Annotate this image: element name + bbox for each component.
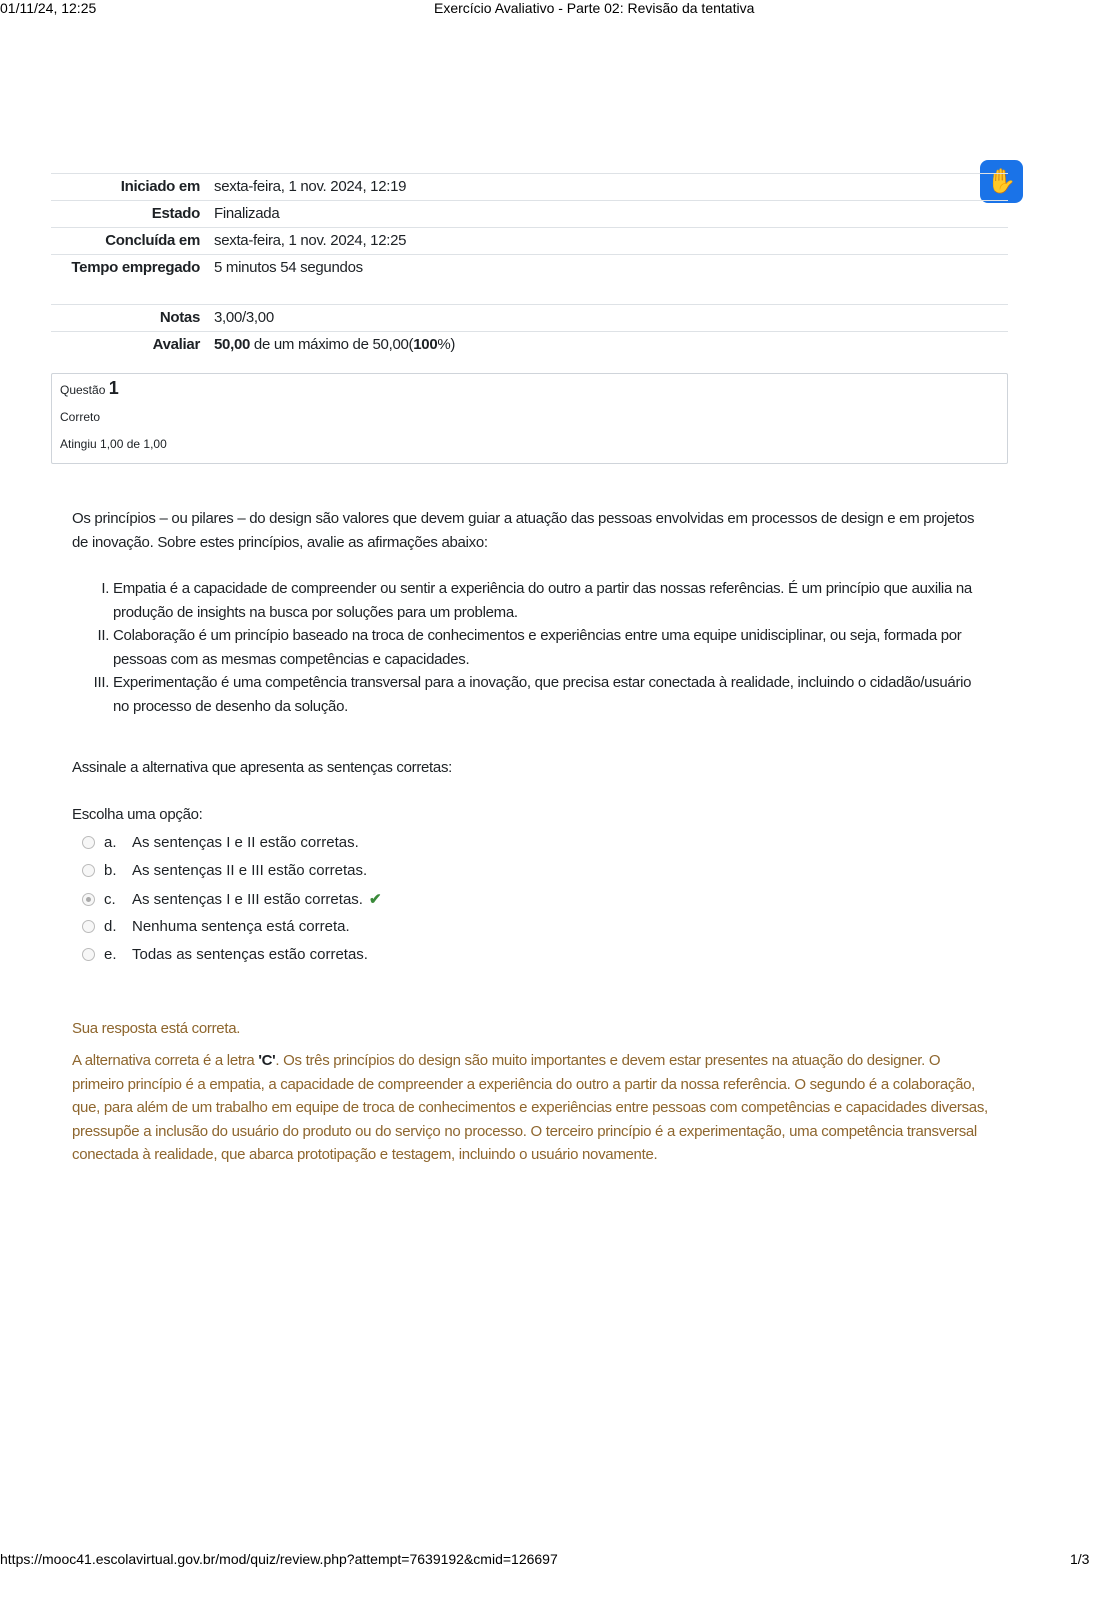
option-text: Nenhuma sentença está correta. xyxy=(132,918,350,935)
question-prompt: Assinale a alternativa que apresenta as sentenças corretas: xyxy=(72,759,453,776)
option-c[interactable] xyxy=(82,890,382,908)
value xyxy=(208,332,1008,359)
label: Tempo empregado xyxy=(51,255,208,305)
label: Concluída em xyxy=(51,228,208,255)
option-d[interactable] xyxy=(82,918,350,935)
value: 5 minutos 54 segundos xyxy=(208,255,1008,305)
option-text: As sentenças I e III estão corretas. xyxy=(132,890,363,908)
question-label: Questão xyxy=(60,383,106,397)
check-icon: ✔ xyxy=(368,891,382,908)
grade: 50,00 xyxy=(214,336,251,353)
option-e[interactable] xyxy=(82,946,368,963)
print-datetime: 01/11/24, 12:25 xyxy=(0,0,97,16)
page-number: 1/3 xyxy=(1070,1551,1090,1567)
label: Iniciado em xyxy=(51,174,208,201)
feedback-text xyxy=(72,1049,992,1167)
option-text: Todas as sentenças estão corretas. xyxy=(132,946,368,963)
option-a[interactable] xyxy=(82,834,359,851)
radio[interactable] xyxy=(82,836,95,849)
grade-end: %) xyxy=(437,336,456,353)
question-number: 1 xyxy=(108,378,119,398)
feedback-title: Sua resposta está correta. xyxy=(72,1020,241,1037)
option-text: As sentenças I e II estão corretas. xyxy=(132,834,359,851)
statements-list xyxy=(113,577,988,718)
label: Estado xyxy=(51,201,208,228)
value: Finalizada xyxy=(208,201,1008,228)
value: sexta-feira, 1 nov. 2024, 12:25 xyxy=(208,228,1008,255)
percent: 100 xyxy=(413,336,438,353)
feedback-letter: 'C' xyxy=(258,1052,276,1069)
feedback-post: . Os três princípios do design são muito importantes e devem estar presentes na atuação do designer. O primeiro princípio é a empatia, a capacidade de compreender a experiência do outro a partir da nossa referência. O segundo é a colaboração, que, para além de um trabalho em equipe de troca de conhecimentos e experiências entre pessoas com competências e capacidades diversas, pressupõe a inclusão do usuário do produto ou do serviço no processo. O terceiro princípio é a experimentação, uma competência transversal conectada à realidade, que abarca prototipação e testagem, incluindo o usuário novamente. xyxy=(72,1052,988,1163)
print-url: https://mooc41.escolavirtual.gov.br/mod/quiz/review.php?attempt=7639192&cmid=126697 xyxy=(0,1551,558,1567)
value: sexta-feira, 1 nov. 2024, 12:19 xyxy=(208,174,1008,201)
option-letter: e. xyxy=(104,946,117,963)
question-intro: Os princípios – ou pilares – do design são valores que devem guiar a atuação das pessoas envolvidas em processos de design e em projetos de inovação. Sobre estes princípios, avalie as afirmações abaixo: xyxy=(72,510,975,551)
option-letter: c. xyxy=(104,890,116,908)
label: Notas xyxy=(51,305,208,332)
statement: II. Colaboração é um princípio baseado na troca de conhecimentos e experiências entre uma equipe unidisciplinar, ou seja, formada por pessoas com as mesmas competências e capacidades. xyxy=(113,624,988,671)
value: 3,00/3,00 xyxy=(208,305,1008,332)
option-letter: a. xyxy=(104,834,117,851)
option-text: As sentenças II e III estão corretas. xyxy=(132,862,368,879)
print-title: Exercício Avaliativo - Parte 02: Revisão da tentativa xyxy=(434,0,755,16)
question-info xyxy=(51,373,1008,464)
hands-icon: ✋ xyxy=(986,168,1017,195)
option-letter: d. xyxy=(104,918,117,935)
radio[interactable] xyxy=(82,948,95,961)
option-b[interactable] xyxy=(82,862,367,879)
question-mark: Atingiu 1,00 de 1,00 xyxy=(60,437,167,451)
statement: III. Experimentação é uma competência transversal para a inovação, que precisa estar conectada à realidade, incluindo o cidadão/usuário no processo de desenho da solução. xyxy=(113,671,988,718)
radio-selected[interactable] xyxy=(82,893,95,906)
feedback-pre: A alternativa correta é a letra xyxy=(72,1052,259,1069)
radio[interactable] xyxy=(82,920,95,933)
option-letter: b. xyxy=(104,862,117,879)
label: Avaliar xyxy=(51,332,208,359)
attempt-summary-table xyxy=(51,173,1008,358)
statement: I. Empatia é a capacidade de compreender ou sentir a experiência do outro a partir das nossas referências. É um princípio que auxilia na produção de insights na busca por soluções para um problema. xyxy=(113,577,988,624)
question-state: Correto xyxy=(60,410,101,424)
grade-text: de um máximo de 50,00( xyxy=(250,336,414,353)
choose-label: Escolha uma opção: xyxy=(72,806,203,823)
radio[interactable] xyxy=(82,864,95,877)
